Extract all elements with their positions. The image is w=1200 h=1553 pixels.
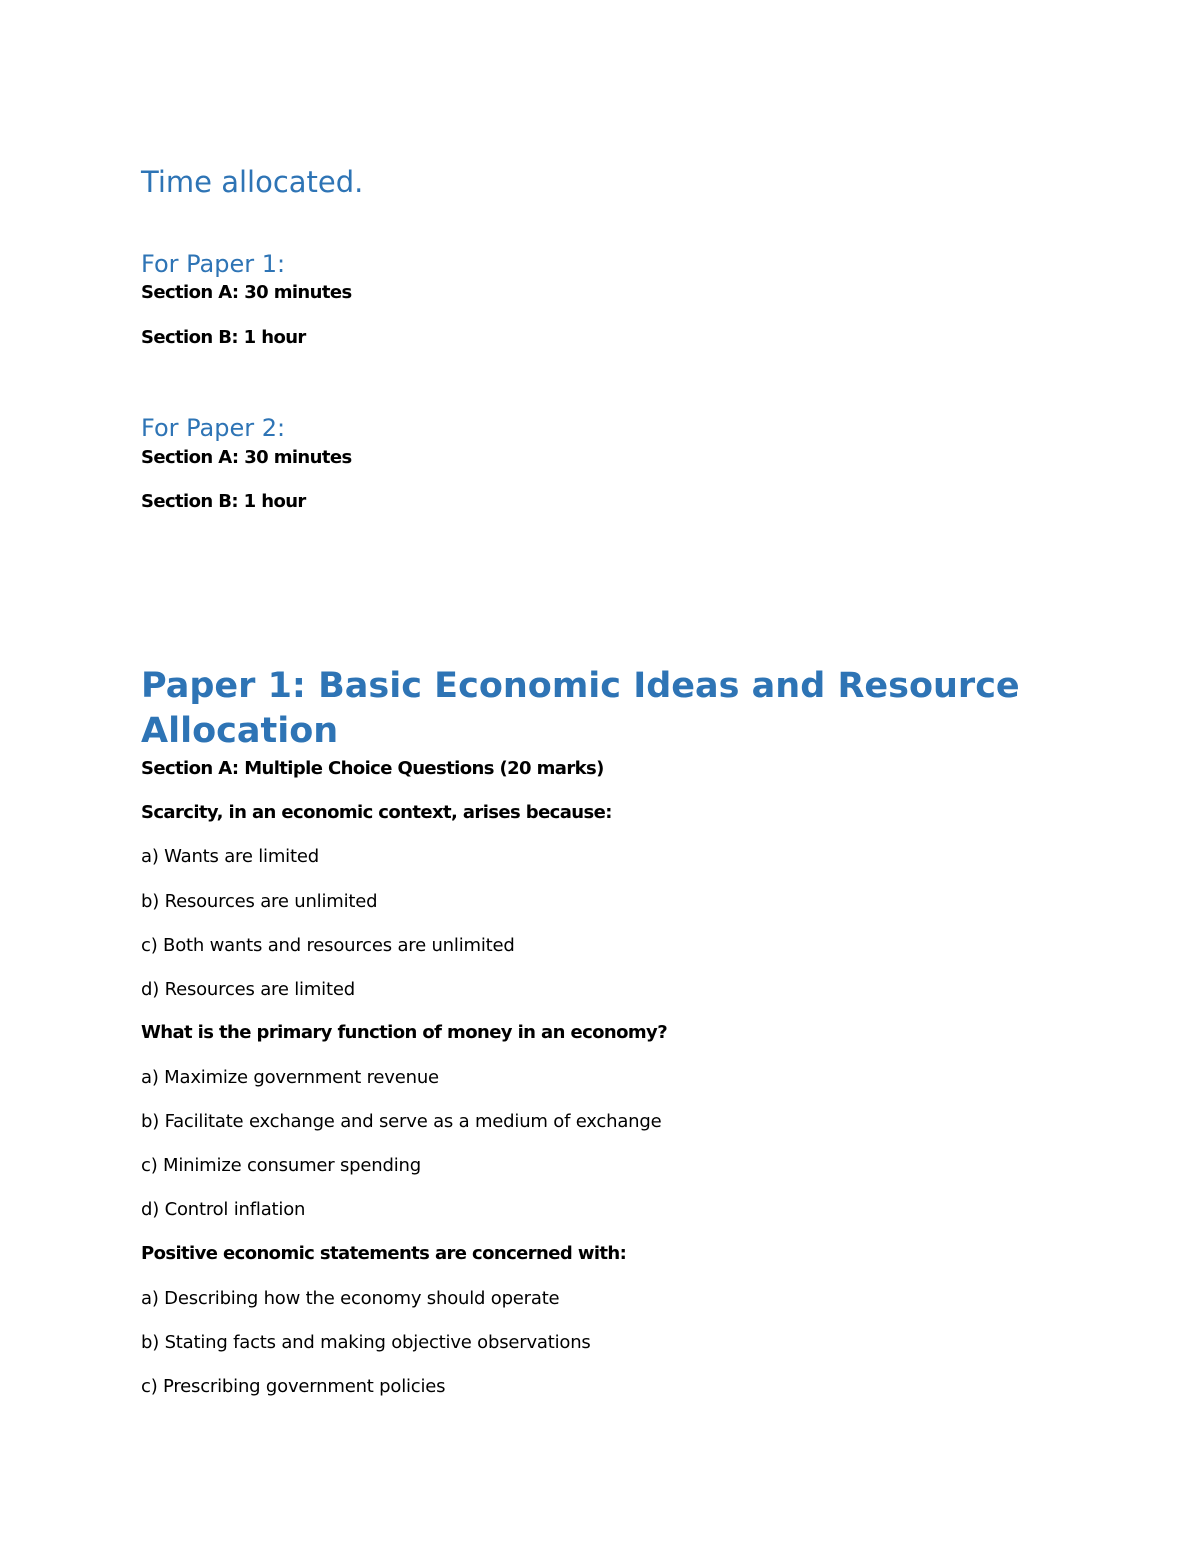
paper2-section-b-time: Section B: 1 hour bbox=[141, 491, 306, 512]
time-allocated-title: Time allocated. bbox=[141, 165, 364, 199]
question-3-option-b: b) Stating facts and making objective observations bbox=[141, 1332, 591, 1353]
question-3: Positive economic statements are concerned with: bbox=[141, 1243, 627, 1264]
paper2-section-a-time: Section A: 30 minutes bbox=[141, 447, 352, 468]
question-1-option-a: a) Wants are limited bbox=[141, 846, 319, 867]
question-1: Scarcity, in an economic context, arises because: bbox=[141, 802, 612, 823]
question-2-option-c: c) Minimize consumer spending bbox=[141, 1155, 421, 1176]
question-2-option-a: a) Maximize government revenue bbox=[141, 1067, 439, 1088]
question-1-option-b: b) Resources are unlimited bbox=[141, 891, 378, 912]
paper1-title: Paper 1: Basic Economic Ideas and Resource Allocation bbox=[141, 666, 1020, 751]
question-2-option-d: d) Control inflation bbox=[141, 1199, 306, 1220]
paper1-section-a-time: Section A: 30 minutes bbox=[141, 282, 352, 303]
paper1-time-heading: For Paper 1: bbox=[141, 250, 286, 278]
paper2-time-heading: For Paper 2: bbox=[141, 414, 286, 442]
question-3-option-c: c) Prescribing government policies bbox=[141, 1376, 446, 1397]
question-1-option-c: c) Both wants and resources are unlimited bbox=[141, 935, 515, 956]
question-2-option-b: b) Facilitate exchange and serve as a medium of exchange bbox=[141, 1111, 662, 1132]
paper1-section-b-time: Section B: 1 hour bbox=[141, 327, 306, 348]
section-a-heading: Section A: Multiple Choice Questions (20 marks) bbox=[141, 758, 604, 779]
question-2: What is the primary function of money in an economy? bbox=[141, 1022, 668, 1043]
question-3-option-a: a) Describing how the economy should operate bbox=[141, 1288, 560, 1309]
question-1-option-d: d) Resources are limited bbox=[141, 979, 355, 1000]
